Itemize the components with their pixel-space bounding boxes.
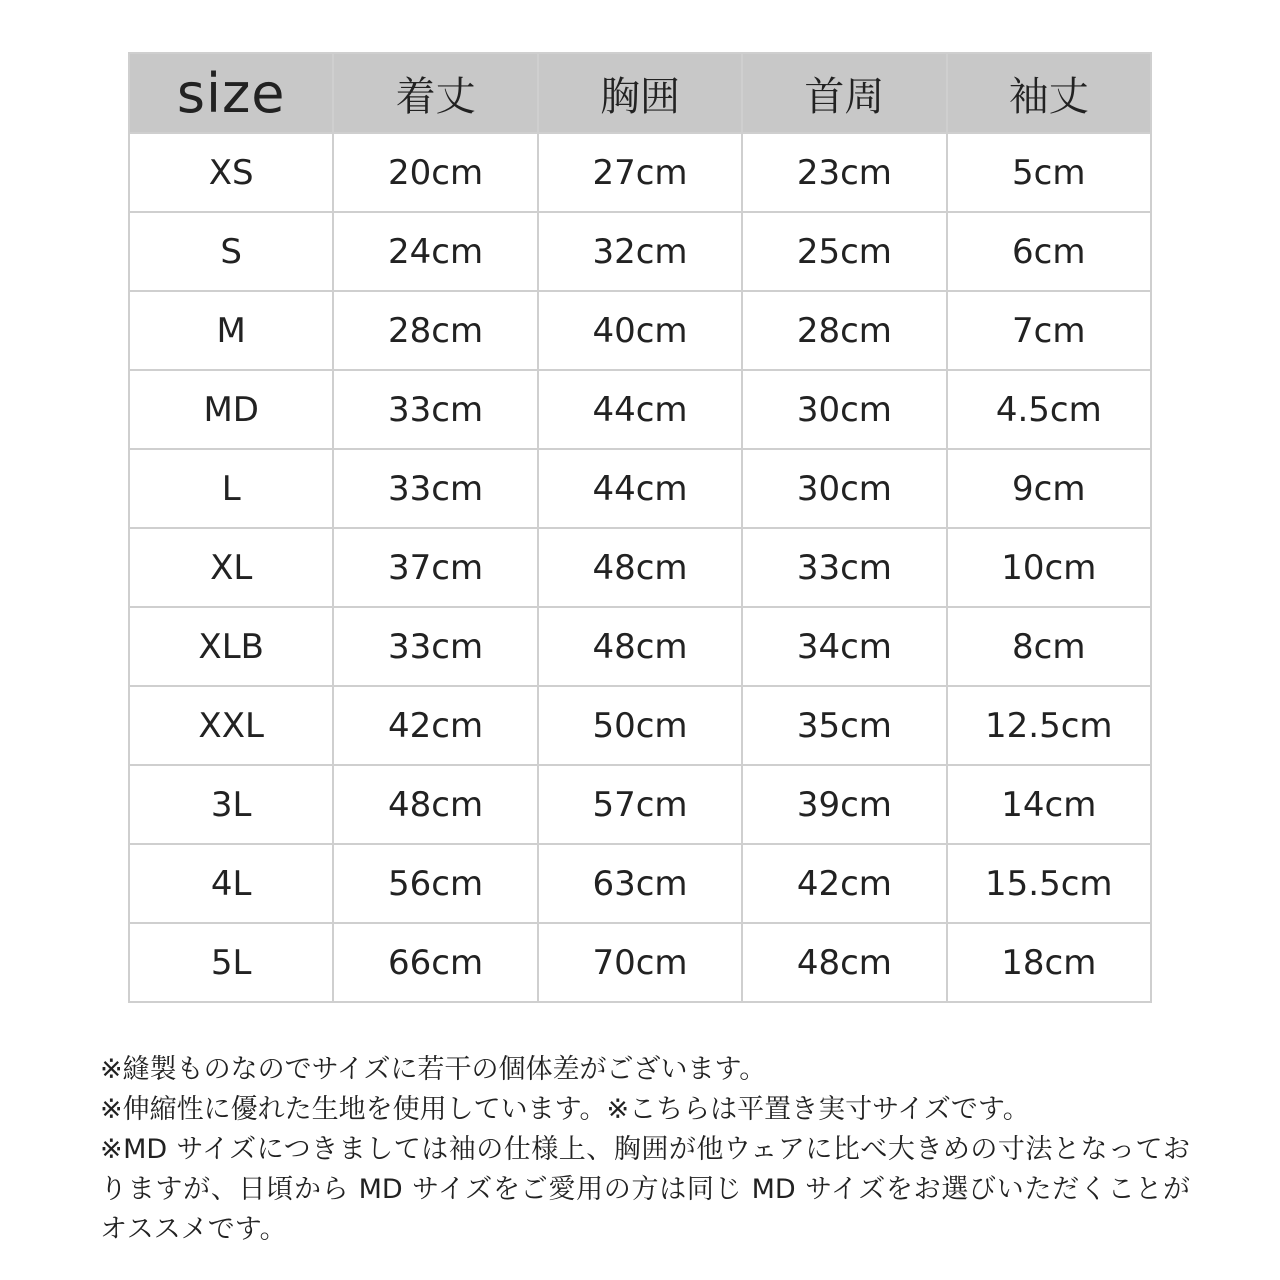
cell-size: XXL: [129, 686, 333, 765]
cell-length: 42cm: [333, 686, 537, 765]
table-row: [129, 291, 1151, 370]
cell-neck: 39cm: [742, 765, 946, 844]
cell-size: XS: [129, 133, 333, 212]
cell-chest: 44cm: [538, 449, 742, 528]
table-row: [129, 686, 1151, 765]
cell-sleeve: 10cm: [947, 528, 1151, 607]
cell-neck: 30cm: [742, 370, 946, 449]
cell-chest: 44cm: [538, 370, 742, 449]
table-row: [129, 844, 1151, 923]
cell-chest: 40cm: [538, 291, 742, 370]
note-individual-difference: ※縫製ものなのでサイズに若干の個体差がございます。: [100, 1054, 767, 1085]
size-notes: [100, 1050, 1190, 1250]
cell-chest: 63cm: [538, 844, 742, 923]
cell-length: 48cm: [333, 765, 537, 844]
cell-size: MD: [129, 370, 333, 449]
cell-chest: 48cm: [538, 528, 742, 607]
cell-chest: 57cm: [538, 765, 742, 844]
cell-size: M: [129, 291, 333, 370]
table-row: [129, 607, 1151, 686]
cell-neck: 25cm: [742, 212, 946, 291]
cell-size: XLB: [129, 607, 333, 686]
table-row: [129, 133, 1151, 212]
cell-length: 33cm: [333, 607, 537, 686]
cell-chest: 27cm: [538, 133, 742, 212]
cell-sleeve: 4.5cm: [947, 370, 1151, 449]
cell-length: 28cm: [333, 291, 537, 370]
cell-sleeve: 12.5cm: [947, 686, 1151, 765]
table-row: [129, 370, 1151, 449]
cell-size: L: [129, 449, 333, 528]
table-header-row: [129, 53, 1151, 133]
cell-chest: 32cm: [538, 212, 742, 291]
table-row: [129, 923, 1151, 1002]
cell-size: S: [129, 212, 333, 291]
cell-sleeve: 18cm: [947, 923, 1151, 1002]
header-sleeve: 袖丈: [947, 53, 1151, 133]
cell-length: 33cm: [333, 449, 537, 528]
header-neck: 首周: [742, 53, 946, 133]
table-row: [129, 765, 1151, 844]
cell-neck: 34cm: [742, 607, 946, 686]
cell-size: 4L: [129, 844, 333, 923]
cell-neck: 30cm: [742, 449, 946, 528]
cell-chest: 50cm: [538, 686, 742, 765]
cell-length: 20cm: [333, 133, 537, 212]
cell-sleeve: 9cm: [947, 449, 1151, 528]
table-row: [129, 528, 1151, 607]
cell-size: 5L: [129, 923, 333, 1002]
cell-sleeve: 15.5cm: [947, 844, 1151, 923]
cell-size: XL: [129, 528, 333, 607]
cell-sleeve: 6cm: [947, 212, 1151, 291]
cell-length: 24cm: [333, 212, 537, 291]
table-row: [129, 212, 1151, 291]
header-chest: 胸囲: [538, 53, 742, 133]
cell-length: 56cm: [333, 844, 537, 923]
header-size: size: [129, 53, 333, 133]
cell-size: 3L: [129, 765, 333, 844]
header-length: 着丈: [333, 53, 537, 133]
size-chart-table: [128, 52, 1152, 1003]
cell-sleeve: 7cm: [947, 291, 1151, 370]
cell-chest: 48cm: [538, 607, 742, 686]
cell-neck: 23cm: [742, 133, 946, 212]
cell-neck: 42cm: [742, 844, 946, 923]
note-md-size: ※MD サイズにつきましては袖の仕様上、胸囲が他ウェアに比べ大きめの寸法となっておりますが、日頃から MD サイズをご愛用の方は同じ MD サイズをお選びいただくことがオススメです。: [100, 1134, 1190, 1245]
cell-length: 37cm: [333, 528, 537, 607]
cell-sleeve: 5cm: [947, 133, 1151, 212]
cell-sleeve: 8cm: [947, 607, 1151, 686]
table-row: [129, 449, 1151, 528]
cell-length: 33cm: [333, 370, 537, 449]
note-stretch-fabric: ※伸縮性に優れた生地を使用しています。※こちらは平置き実寸サイズです。: [100, 1094, 1030, 1125]
cell-neck: 33cm: [742, 528, 946, 607]
cell-length: 66cm: [333, 923, 537, 1002]
cell-neck: 35cm: [742, 686, 946, 765]
cell-sleeve: 14cm: [947, 765, 1151, 844]
cell-neck: 28cm: [742, 291, 946, 370]
cell-chest: 70cm: [538, 923, 742, 1002]
cell-neck: 48cm: [742, 923, 946, 1002]
